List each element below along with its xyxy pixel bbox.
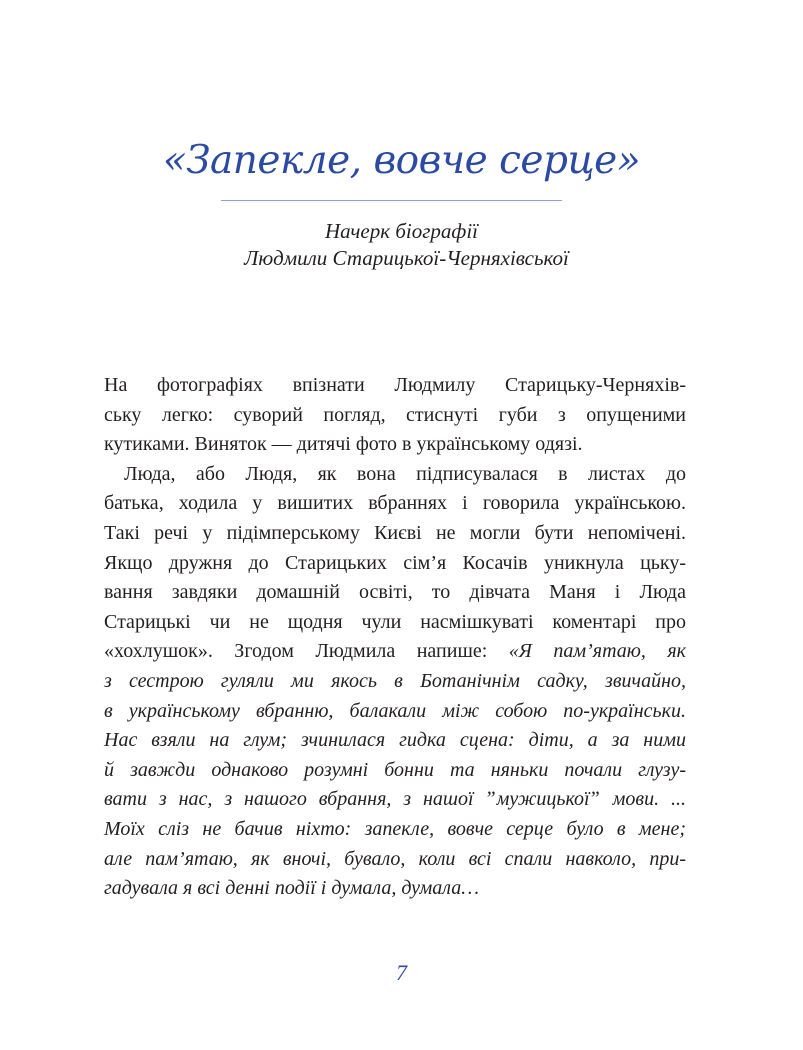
quote-line: з сестрою гуляли ми якось в Ботанічнім садку, звичайно,	[104, 669, 686, 692]
page-number: 7	[396, 960, 407, 985]
text-line: батька, ходила у вишитих вбраннях і говорила українською.	[104, 492, 686, 515]
title-divider	[221, 200, 562, 201]
text-line: ську легко: суворий погляд, стиснуті губи з опущеними	[104, 403, 686, 426]
text-line: На фотографіях впізнати Людмилу Старицьку-Черняхів-	[104, 374, 686, 396]
text-fragment: «хохлушок». Згодом Людмила напише:	[104, 640, 509, 663]
quote-line: гадувала я всі денні події і думала, думала…	[104, 877, 480, 900]
quote-line: й завжди однаково розумні бонни та няньки почали глузу-	[104, 758, 686, 781]
chapter-title: «Запекле, вовче серце»	[162, 138, 641, 183]
text-line: Такі речі у підімперському Києві не могли бути непомічені.	[104, 521, 686, 544]
quote-line: вати з нас, з нашого вбрання, з нашої ˮмужицькоїˮ мови. ...	[104, 788, 686, 811]
quote-line: Нас взяли на глум; зчинилася гидка сцена: діти, а за ними	[104, 729, 686, 752]
quote-fragment: «Я пам’ятаю, як	[508, 640, 686, 663]
chapter-subtitle-line-2: Людмили Старицької-Черняхівської	[244, 246, 569, 270]
text-line: Люда, або Людя, як вона підписувалася в листах до	[124, 462, 686, 485]
chapter-subtitle-line-1: Начерк біографії	[325, 219, 478, 243]
text-line: кутиками. Виняток — дитячі фото в українському одязі.	[104, 433, 583, 456]
text-line: Якщо дружня до Старицьких сім’я Косачів уникнула цьку-	[104, 551, 686, 574]
quote-line: Моїх сліз не бачив ніхто: запекле, вовче серце було в мене;	[104, 817, 686, 840]
quote-line: в українському вбранню, балакали між собою по-українськи.	[104, 699, 686, 722]
quote-line: але пам’ятаю, як вночі, бувало, коли всі спали навколо, при-	[104, 847, 686, 870]
text-line: Старицькі чи не щодня чули насмішкуваті коментарі про	[104, 610, 686, 633]
text-line-mixed	[104, 637, 686, 667]
text-line: вання завдяки домашній освіті, то дівчата Маня і Люда	[104, 581, 686, 604]
body-text	[104, 371, 686, 904]
